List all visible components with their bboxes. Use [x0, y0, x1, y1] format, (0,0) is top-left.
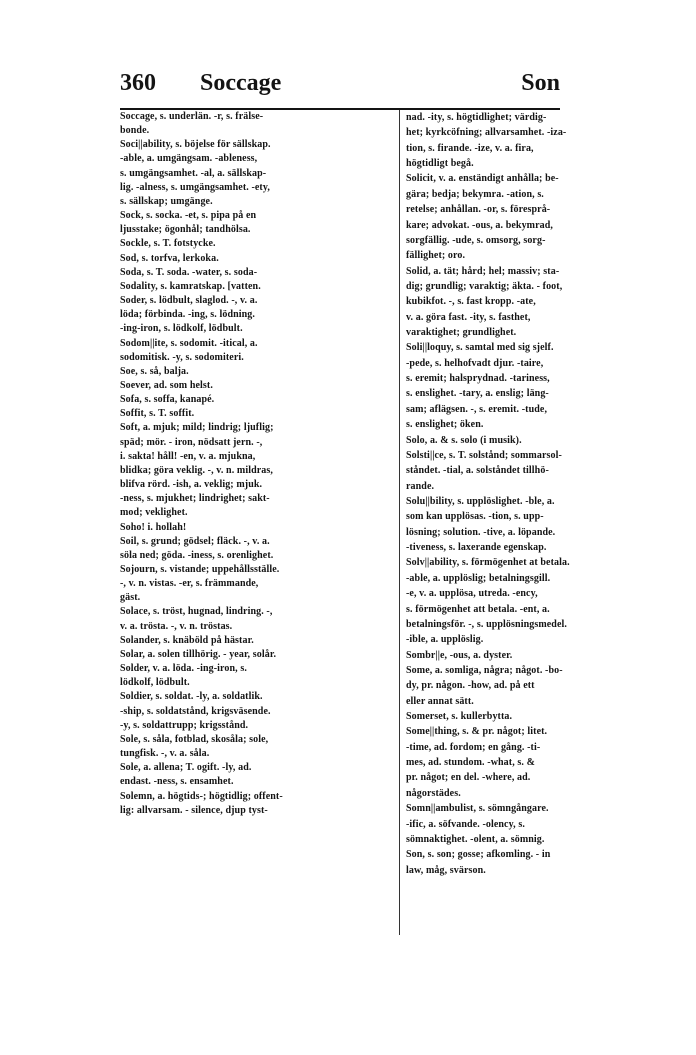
entry-line: Soli||loquy, s. samtal med sig sjelf.	[406, 342, 554, 354]
entry-line: Soci||ability, s. böjelse för sällskap.	[120, 139, 271, 151]
entry-line: Solander, s. knäböld på hästar.	[120, 634, 254, 646]
entry-line: Some, a. somliga, några; något. -bo-	[406, 664, 563, 676]
entry-line: betalningsför. -, s. upplösningsmedel.	[406, 618, 567, 630]
entry-line: i. sakta! håll! -en, v. a. mjukna,	[120, 450, 256, 462]
entry-line: s. sällskap; umgänge.	[120, 195, 213, 207]
entry-line: lig. -alness, s. umgängsamhet. -ety,	[120, 181, 270, 193]
entry-line: Solace, s. tröst, hugnad, lindring. -,	[120, 606, 273, 618]
entry-line: -time, ad. fordom; en gång. -ti-	[406, 741, 541, 753]
entry-line: Sojourn, s. vistande; uppehållsställe.	[120, 564, 280, 575]
entry-line: law, måg, svärson.	[406, 864, 486, 876]
entry-line: ståndet. -tial, a. solståndet tillhö-	[406, 465, 549, 477]
left-column	[120, 110, 396, 936]
entry-line: Somn||ambulist, s. sömngångare.	[406, 803, 549, 815]
entry-line: ljusstake; ögonhål; tandhölsa.	[120, 224, 251, 236]
entry-line: kare; advokat. -ous, a. bekymrad,	[406, 219, 554, 231]
entry-line: -ness, s. mjukhet; lindrighet; sakt-	[120, 493, 270, 505]
entry-line: dig; grundlig; varaktig; äkta. - foot,	[406, 280, 563, 292]
entry-line: högtidligt begå.	[406, 158, 474, 170]
left-running-head: Soccage	[200, 70, 282, 96]
entry-line: Sock, s. socka. -et, s. pipa på en	[120, 210, 257, 222]
entry-line: -y, s. soldattrupp; krigsstånd.	[120, 719, 249, 731]
entry-line: gäst.	[120, 592, 141, 604]
entry-line: fällighet; oro.	[406, 250, 466, 262]
entry-line: s. enslighet; öken.	[406, 419, 484, 431]
entry-line: Solsti||ce, s. T. solstånd; sommarsol-	[406, 449, 562, 461]
entry-line: Son, s. son; gosse; afkomling. - in	[406, 849, 551, 861]
right-running-head: Son	[521, 70, 560, 96]
entry-line: Soho! i. hollah!	[120, 521, 187, 533]
entry-line: -able, a. upplöslig; betalningsgill.	[406, 572, 551, 584]
entry-line: bonde.	[120, 125, 150, 137]
page-number: 360	[120, 70, 156, 96]
entry-line: pr. något; en del. -where, ad.	[406, 772, 531, 784]
entry-line: sodomitisk. -y, s. sodomiteri.	[120, 351, 244, 363]
entry-line: söla ned; göda. -iness, s. orenlighet.	[120, 549, 274, 561]
entry-line: Sockle, s. T. fotstycke.	[120, 238, 216, 250]
entry-line: -tiveness, s. laxerande egenskap.	[406, 542, 547, 554]
entry-line: -pede, s. helhofvadt djur. -taire,	[406, 357, 544, 369]
entry-line: v. a. trösta. -, v. n. tröstas.	[120, 620, 233, 632]
entry-line: Solder, v. a. löda. -ing-iron, s.	[120, 663, 247, 675]
entry-line: sorgfällig. -ude, s. omsorg, sorg-	[406, 234, 546, 246]
entry-line: Soccage, s. underlän. -r, s. frälse-	[120, 111, 264, 122]
entry-line: Solicit, v. a. enständigt anhålla; be-	[406, 173, 559, 185]
entry-line: Sole, a. allena; T. ogift. -ly, ad.	[120, 762, 252, 774]
entry-line: någorstädes.	[406, 787, 461, 799]
entry-line: -ific, a. söfvande. -olency, s.	[406, 818, 525, 830]
entry-line: kubikfot. -, s. fast kropp. -ate,	[406, 296, 536, 308]
entry-line: s. förmögenhet att betala. -ent, a.	[406, 603, 550, 615]
entry-line: -ing-iron, s. lödkolf, lödbult.	[120, 323, 243, 335]
entry-line: Soda, s. T. soda. -water, s. soda-	[120, 266, 258, 278]
entry-line: s. umgängsamhet. -al, a. sällskap-	[120, 167, 267, 179]
entry-line: -e, v. a. upplösa, utreda. -ency,	[406, 588, 538, 600]
entry-line: dy, pr. någon. -how, ad. på ett	[406, 680, 535, 692]
entry-line: Solu||bility, s. upplöslighet. -ble, a.	[406, 495, 555, 507]
entry-line: Sole, s. såla, fotblad, skosåla; sole,	[120, 733, 269, 745]
entry-line: het; kyrkcöfning; allvarsamhet. -iza-	[406, 127, 567, 139]
entry-line: Some||thing, s. & pr. något; litet.	[406, 726, 548, 738]
entry-line: eller annat sätt.	[406, 695, 474, 707]
entry-line: mod; veklighet.	[120, 507, 188, 519]
entry-line: blifva rörd. -ish, a. veklig; mjuk.	[120, 479, 263, 491]
right-column	[406, 110, 686, 936]
entry-line: Sod, s. torfva, lerkoka.	[120, 252, 219, 264]
entry-line: Soder, s. lödbult, slaglod. -, v. a.	[120, 295, 258, 307]
entry-line: lig: allvarsam. - silence, djup tyst-	[120, 804, 268, 816]
entry-line: s. enslighet. -tary, a. enslig; läng-	[406, 388, 549, 400]
entry-line: Sodality, s. kamratskap. [vatten.	[120, 280, 261, 292]
entry-line: Solar, a. solen tillhörig. - year, solår.	[120, 648, 277, 660]
entry-line: blidka; göra veklig. -, v. n. mildras,	[120, 464, 273, 476]
entry-line: Sofa, s. soffa, kanapé.	[120, 394, 215, 406]
entry-line: Solemn, a. högtids-; högtidlig; offent-	[120, 790, 283, 802]
entry-line: späd; mör. - iron, nödsatt jern. -,	[120, 436, 263, 448]
entry-line: Soe, s. så, balja.	[120, 365, 189, 377]
entry-line: sömnaktighet. -olent, a. sömnig.	[406, 833, 545, 845]
entry-line: nad. -ity, s. högtidlighet; värdig-	[406, 112, 547, 123]
entry-line: v. a. göra fast. -ity, s. fasthet,	[406, 311, 531, 323]
entry-line: -able, a. umgängsam. -ableness,	[120, 153, 258, 165]
entry-line: Solv||ability, s. förmögenhet at betala.	[406, 557, 570, 569]
entry-line: Soft, a. mjuk; mild; lindrig; ljuflig;	[120, 422, 274, 434]
entry-line: sam; aflägsen. -, s. eremit. -tude,	[406, 403, 548, 415]
entry-line: lödkolf, lödbult.	[120, 677, 190, 689]
entry-line: lösning; solution. -tive, a. löpande.	[406, 526, 556, 538]
entry-line: Soffit, s. T. soffit.	[120, 408, 195, 420]
entry-line: Soever, ad. som helst.	[120, 379, 213, 391]
entry-line: Soil, s. grund; gödsel; fläck. -, v. a.	[120, 535, 270, 547]
entry-line: Soldier, s. soldat. -ly, a. soldatlik.	[120, 691, 263, 703]
entry-line: mes, ad. stundom. -what, s. &	[406, 757, 536, 769]
entry-line: -ship, s. soldatstånd, krigsväsende.	[120, 705, 271, 717]
entry-line: endast. -ness, s. ensamhet.	[120, 776, 234, 788]
entry-line: retelse; anhållan. -or, s. föresprå-	[406, 204, 551, 216]
entry-line: -, v. n. vistas. -er, s. främmande,	[120, 578, 259, 590]
entry-line: Solid, a. tät; hård; hel; massiv; sta-	[406, 265, 560, 277]
entry-line: s. eremit; halsprydnad. -tariness,	[406, 373, 550, 385]
entry-line: löda; förbinda. -ing, s. lödning.	[120, 309, 256, 321]
entry-line: rande.	[406, 480, 435, 492]
entry-line: Solo, a. & s. solo (i musik).	[406, 434, 522, 446]
entry-line: Somerset, s. kullerbytta.	[406, 711, 513, 723]
column-divider	[399, 110, 400, 935]
entry-line: Sodom||ite, s. sodomit. -itical, a.	[120, 337, 258, 349]
entry-line: tion, s. firande. -ize, v. a. fira,	[406, 142, 534, 154]
entry-line: Sombr||e, -ous, a. dyster.	[406, 649, 513, 661]
entry-line: gära; bedja; bekymra. -ation, s.	[406, 188, 544, 200]
entry-line: som kan upplösas. -tion, s. upp-	[406, 511, 544, 523]
entry-line: -ible, a. upplöslig.	[406, 634, 484, 646]
page-header	[120, 70, 560, 106]
entry-line: varaktighet; grundlighet.	[406, 327, 517, 339]
entry-line: tungfisk. -, v. a. såla.	[120, 748, 210, 760]
